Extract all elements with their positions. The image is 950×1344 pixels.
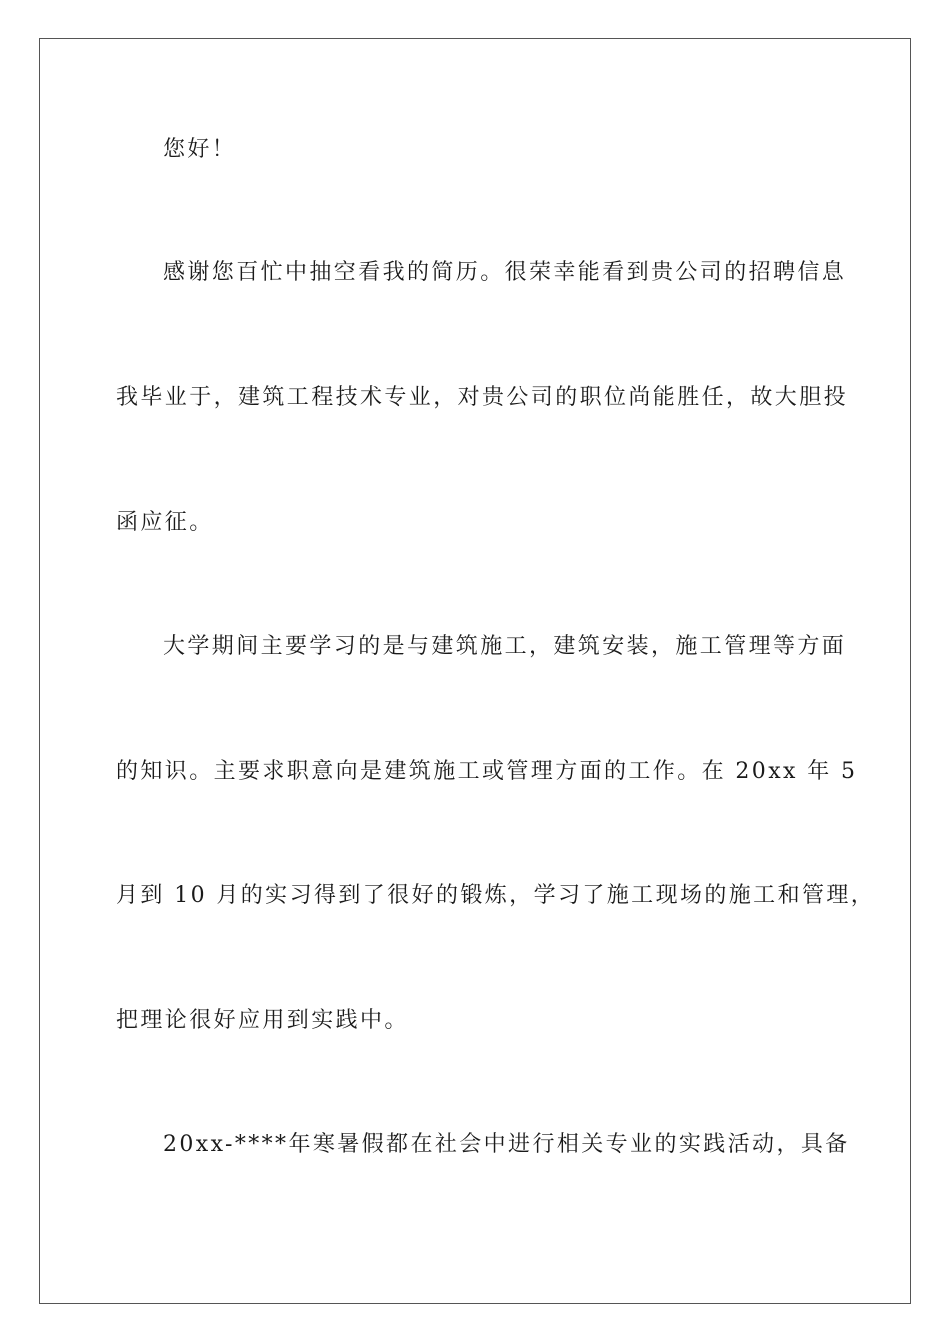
paragraph-2-line-1: 大学期间主要学习的是与建筑施工，建筑安装，施工管理等方面 [163, 634, 847, 659]
paragraph-1-line-2: 我毕业于，建筑工程技术专业，对贵公司的职位尚能胜任，故大胆投 [116, 385, 849, 410]
paragraph-1-line-1: 感谢您百忙中抽空看我的简历。很荣幸能看到贵公司的招聘信息 [163, 260, 847, 285]
paragraph-1-line-3: 函应征。 [116, 510, 214, 535]
paragraph-3-line-1: 20xx-****年寒暑假都在社会中进行相关专业的实践活动，具备 [163, 1132, 850, 1157]
paragraph-2-line-4: 把理论很好应用到实践中。 [116, 1008, 409, 1033]
page-border [39, 38, 911, 1304]
paragraph-2-line-2: 的知识。主要求职意向是建筑施工或管理方面的工作。在 20xx 年 5 [116, 759, 858, 784]
paragraph-2-line-3: 月到 10 月的实习得到了很好的锻炼，学习了施工现场的施工和管理， [116, 883, 876, 908]
greeting-line: 您好！ [163, 137, 237, 162]
